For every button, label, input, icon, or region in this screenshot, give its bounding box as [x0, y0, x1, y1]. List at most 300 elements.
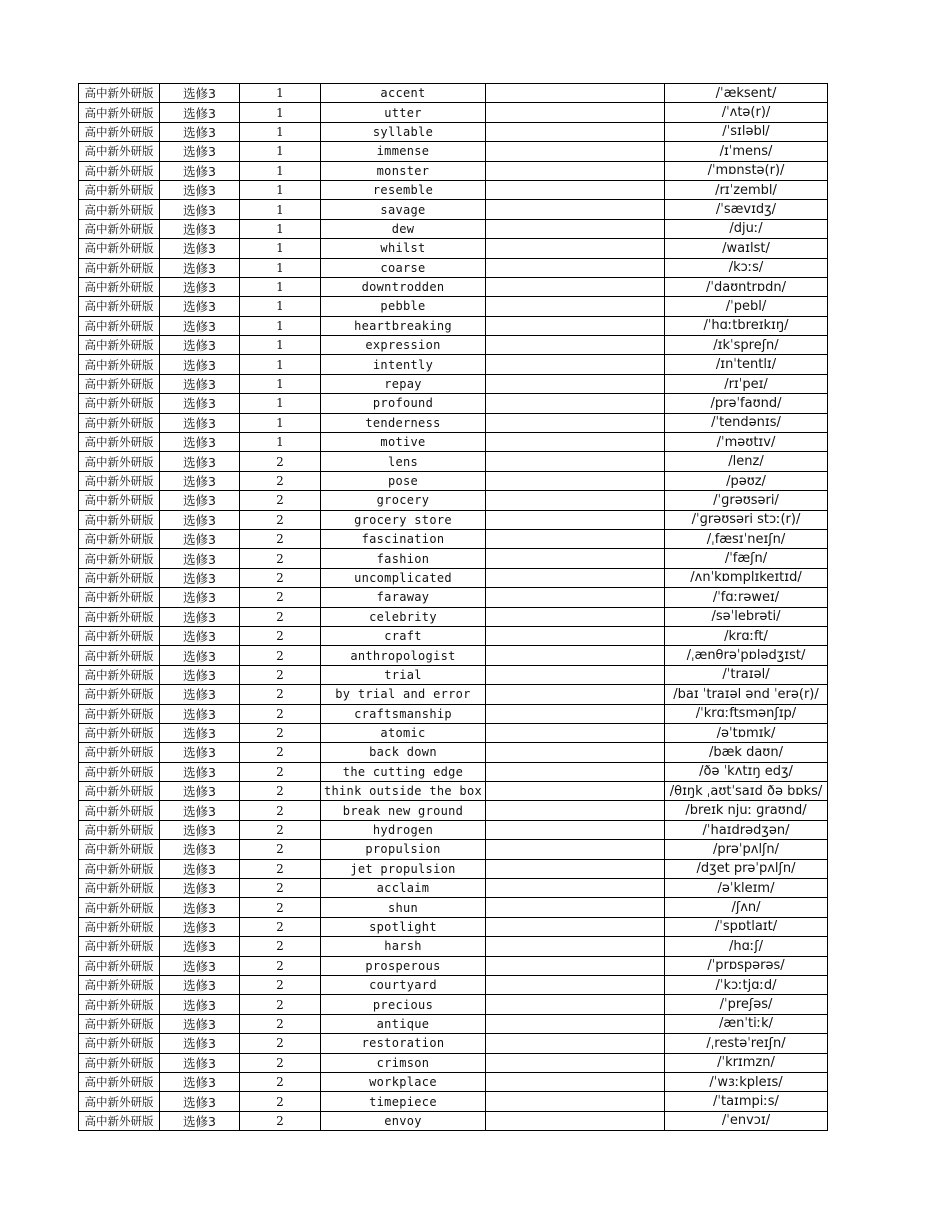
phonetic-cell: /ˈʌtə(r)/: [665, 103, 828, 122]
volume-cell: 选修3: [160, 297, 240, 316]
empty-cell: [486, 801, 665, 820]
unit-cell: 2: [240, 1014, 321, 1033]
word-cell: break new ground: [321, 801, 486, 820]
table-row: [79, 1034, 828, 1053]
textbook-cell: 高中新外研版: [79, 433, 160, 452]
textbook-cell: 高中新外研版: [79, 529, 160, 548]
volume-cell: 选修3: [160, 510, 240, 529]
phonetic-cell: /ˈɡrəʊsəri/: [665, 491, 828, 510]
volume-cell: 选修3: [160, 626, 240, 645]
unit-cell: 2: [240, 859, 321, 878]
phonetic-cell: /ɪnˈtentlɪ/: [665, 355, 828, 374]
empty-cell: [486, 626, 665, 645]
volume-cell: 选修3: [160, 549, 240, 568]
word-cell: atomic: [321, 723, 486, 742]
phonetic-cell: /djuː/: [665, 219, 828, 238]
word-cell: fashion: [321, 549, 486, 568]
table-row: [79, 433, 828, 452]
unit-cell: 1: [240, 374, 321, 393]
empty-cell: [486, 607, 665, 626]
word-cell: uncomplicated: [321, 568, 486, 587]
phonetic-cell: /ˈməʊtɪv/: [665, 433, 828, 452]
textbook-cell: 高中新外研版: [79, 374, 160, 393]
table-row: [79, 1014, 828, 1033]
volume-cell: 选修3: [160, 607, 240, 626]
word-cell: envoy: [321, 1111, 486, 1130]
textbook-cell: 高中新外研版: [79, 1111, 160, 1130]
unit-cell: 1: [240, 258, 321, 277]
volume-cell: 选修3: [160, 1092, 240, 1111]
volume-cell: 选修3: [160, 336, 240, 355]
phonetic-cell: /pəʊz/: [665, 471, 828, 490]
empty-cell: [486, 491, 665, 510]
phonetic-cell: /breɪk njuː ɡraʊnd/: [665, 801, 828, 820]
phonetic-cell: /bæk daʊn/: [665, 743, 828, 762]
empty-cell: [486, 374, 665, 393]
table-row: [79, 782, 828, 801]
textbook-cell: 高中新外研版: [79, 685, 160, 704]
word-cell: utter: [321, 103, 486, 122]
empty-cell: [486, 568, 665, 587]
unit-cell: 1: [240, 433, 321, 452]
empty-cell: [486, 1034, 665, 1053]
empty-cell: [486, 917, 665, 936]
empty-cell: [486, 239, 665, 258]
empty-cell: [486, 510, 665, 529]
unit-cell: 2: [240, 820, 321, 839]
volume-cell: 选修3: [160, 142, 240, 161]
unit-cell: 1: [240, 161, 321, 180]
textbook-cell: 高中新外研版: [79, 142, 160, 161]
textbook-cell: 高中新外研版: [79, 723, 160, 742]
unit-cell: 2: [240, 510, 321, 529]
table-row: [79, 394, 828, 413]
volume-cell: 选修3: [160, 704, 240, 723]
textbook-cell: 高中新外研版: [79, 103, 160, 122]
phonetic-cell: /ˈɡrəʊsəri stɔː(r)/: [665, 510, 828, 529]
table-row: [79, 452, 828, 471]
table-row: [79, 607, 828, 626]
unit-cell: 2: [240, 529, 321, 548]
word-cell: craftsmanship: [321, 704, 486, 723]
phonetic-cell: /ˈdaʊntrɒdn/: [665, 277, 828, 296]
unit-cell: 2: [240, 646, 321, 665]
unit-cell: 2: [240, 1053, 321, 1072]
word-cell: spotlight: [321, 917, 486, 936]
unit-cell: 1: [240, 219, 321, 238]
table-row: [79, 743, 828, 762]
empty-cell: [486, 956, 665, 975]
empty-cell: [486, 103, 665, 122]
table-row: [79, 588, 828, 607]
phonetic-cell: /kɔːs/: [665, 258, 828, 277]
textbook-cell: 高中新外研版: [79, 1034, 160, 1053]
volume-cell: 选修3: [160, 180, 240, 199]
textbook-cell: 高中新外研版: [79, 510, 160, 529]
table-row: [79, 626, 828, 645]
table-row: [79, 316, 828, 335]
phonetic-cell: /prəˈfaʊnd/: [665, 394, 828, 413]
volume-cell: 选修3: [160, 529, 240, 548]
unit-cell: 2: [240, 685, 321, 704]
phonetic-cell: /baɪ ˈtraɪəl ənd ˈerə(r)/: [665, 685, 828, 704]
empty-cell: [486, 433, 665, 452]
table-row: [79, 549, 828, 568]
empty-cell: [486, 219, 665, 238]
textbook-cell: 高中新外研版: [79, 258, 160, 277]
word-cell: the cutting edge: [321, 762, 486, 781]
volume-cell: 选修3: [160, 491, 240, 510]
unit-cell: 2: [240, 762, 321, 781]
empty-cell: [486, 316, 665, 335]
phonetic-cell: /ˈfɑːrəweɪ/: [665, 588, 828, 607]
table-row: [79, 277, 828, 296]
unit-cell: 1: [240, 200, 321, 219]
volume-cell: 选修3: [160, 200, 240, 219]
volume-cell: 选修3: [160, 723, 240, 742]
textbook-cell: 高中新外研版: [79, 491, 160, 510]
word-cell: heartbreaking: [321, 316, 486, 335]
empty-cell: [486, 743, 665, 762]
table-row: [79, 258, 828, 277]
textbook-cell: 高中新外研版: [79, 568, 160, 587]
phonetic-cell: /ænˈtiːk/: [665, 1014, 828, 1033]
table-row: [79, 142, 828, 161]
word-cell: grocery store: [321, 510, 486, 529]
table-row: [79, 723, 828, 742]
empty-cell: [486, 1072, 665, 1091]
table-row: [79, 355, 828, 374]
textbook-cell: 高中新外研版: [79, 452, 160, 471]
empty-cell: [486, 277, 665, 296]
word-cell: antique: [321, 1014, 486, 1033]
textbook-cell: 高中新外研版: [79, 626, 160, 645]
phonetic-cell: /prəˈpʌlʃn/: [665, 840, 828, 859]
volume-cell: 选修3: [160, 762, 240, 781]
unit-cell: 1: [240, 413, 321, 432]
unit-cell: 2: [240, 665, 321, 684]
word-cell: savage: [321, 200, 486, 219]
phonetic-cell: /rɪˈpeɪ/: [665, 374, 828, 393]
volume-cell: 选修3: [160, 917, 240, 936]
table-row: [79, 122, 828, 141]
table-row: [79, 491, 828, 510]
word-cell: celebrity: [321, 607, 486, 626]
word-cell: immense: [321, 142, 486, 161]
table-row: [79, 646, 828, 665]
textbook-cell: 高中新外研版: [79, 956, 160, 975]
volume-cell: 选修3: [160, 937, 240, 956]
textbook-cell: 高中新外研版: [79, 161, 160, 180]
table-row: [79, 336, 828, 355]
table-row: [79, 665, 828, 684]
unit-cell: 2: [240, 607, 321, 626]
word-cell: tenderness: [321, 413, 486, 432]
table-row: [79, 1072, 828, 1091]
unit-cell: 1: [240, 277, 321, 296]
phonetic-cell: /ʌnˈkɒmplɪkeɪtɪd/: [665, 568, 828, 587]
phonetic-cell: /ˈmɒnstə(r)/: [665, 161, 828, 180]
volume-cell: 选修3: [160, 975, 240, 994]
textbook-cell: 高中新外研版: [79, 1072, 160, 1091]
table-row: [79, 762, 828, 781]
unit-cell: 2: [240, 626, 321, 645]
phonetic-cell: /lenz/: [665, 452, 828, 471]
word-cell: syllable: [321, 122, 486, 141]
textbook-cell: 高中新外研版: [79, 1014, 160, 1033]
empty-cell: [486, 588, 665, 607]
unit-cell: 2: [240, 1111, 321, 1130]
textbook-cell: 高中新外研版: [79, 995, 160, 1014]
volume-cell: 选修3: [160, 568, 240, 587]
phonetic-cell: /ˌrestəˈreɪʃn/: [665, 1034, 828, 1053]
volume-cell: 选修3: [160, 103, 240, 122]
word-cell: precious: [321, 995, 486, 1014]
table-row: [79, 471, 828, 490]
word-cell: downtrodden: [321, 277, 486, 296]
table-row: [79, 879, 828, 898]
word-cell: acclaim: [321, 879, 486, 898]
unit-cell: 2: [240, 801, 321, 820]
empty-cell: [486, 258, 665, 277]
empty-cell: [486, 161, 665, 180]
textbook-cell: 高中新外研版: [79, 297, 160, 316]
phonetic-cell: /ʃʌn/: [665, 898, 828, 917]
empty-cell: [486, 859, 665, 878]
table-row: [79, 239, 828, 258]
empty-cell: [486, 529, 665, 548]
textbook-cell: 高中新外研版: [79, 200, 160, 219]
word-cell: coarse: [321, 258, 486, 277]
textbook-cell: 高中新外研版: [79, 743, 160, 762]
table-row: [79, 975, 828, 994]
table-row: [79, 84, 828, 103]
word-cell: profound: [321, 394, 486, 413]
textbook-cell: 高中新外研版: [79, 180, 160, 199]
empty-cell: [486, 704, 665, 723]
textbook-cell: 高中新外研版: [79, 471, 160, 490]
unit-cell: 1: [240, 122, 321, 141]
volume-cell: 选修3: [160, 665, 240, 684]
phonetic-cell: /ˈfæʃn/: [665, 549, 828, 568]
phonetic-cell: /dʒet prəˈpʌlʃn/: [665, 859, 828, 878]
volume-cell: 选修3: [160, 1072, 240, 1091]
unit-cell: 1: [240, 316, 321, 335]
volume-cell: 选修3: [160, 685, 240, 704]
volume-cell: 选修3: [160, 277, 240, 296]
phonetic-cell: /ˈtendənɪs/: [665, 413, 828, 432]
empty-cell: [486, 665, 665, 684]
table-row: [79, 685, 828, 704]
empty-cell: [486, 297, 665, 316]
table-row: [79, 801, 828, 820]
unit-cell: 2: [240, 549, 321, 568]
table-row: [79, 898, 828, 917]
empty-cell: [486, 975, 665, 994]
word-cell: craft: [321, 626, 486, 645]
textbook-cell: 高中新外研版: [79, 316, 160, 335]
table-row: [79, 840, 828, 859]
volume-cell: 选修3: [160, 355, 240, 374]
phonetic-cell: /ˈæksent/: [665, 84, 828, 103]
unit-cell: 2: [240, 937, 321, 956]
table-row: [79, 1053, 828, 1072]
table-row: [79, 859, 828, 878]
word-cell: pebble: [321, 297, 486, 316]
phonetic-cell: /ɪˈmens/: [665, 142, 828, 161]
phonetic-cell: /ˈenvɔɪ/: [665, 1111, 828, 1130]
unit-cell: 2: [240, 975, 321, 994]
volume-cell: 选修3: [160, 122, 240, 141]
phonetic-cell: /əˈkleɪm/: [665, 879, 828, 898]
textbook-cell: 高中新外研版: [79, 975, 160, 994]
volume-cell: 选修3: [160, 859, 240, 878]
textbook-cell: 高中新外研版: [79, 84, 160, 103]
textbook-cell: 高中新外研版: [79, 336, 160, 355]
textbook-cell: 高中新外研版: [79, 122, 160, 141]
word-cell: resemble: [321, 180, 486, 199]
word-cell: fascination: [321, 529, 486, 548]
volume-cell: 选修3: [160, 801, 240, 820]
phonetic-cell: /ˈprɒspərəs/: [665, 956, 828, 975]
word-cell: shun: [321, 898, 486, 917]
unit-cell: 2: [240, 956, 321, 975]
unit-cell: 1: [240, 336, 321, 355]
unit-cell: 2: [240, 723, 321, 742]
textbook-cell: 高中新外研版: [79, 665, 160, 684]
empty-cell: [486, 1014, 665, 1033]
unit-cell: 2: [240, 743, 321, 762]
textbook-cell: 高中新外研版: [79, 762, 160, 781]
textbook-cell: 高中新外研版: [79, 801, 160, 820]
volume-cell: 选修3: [160, 413, 240, 432]
vocabulary-table-body: [79, 84, 828, 1131]
phonetic-cell: /waɪlst/: [665, 239, 828, 258]
volume-cell: 选修3: [160, 840, 240, 859]
word-cell: expression: [321, 336, 486, 355]
word-cell: think outside the box: [321, 782, 486, 801]
table-row: [79, 297, 828, 316]
volume-cell: 选修3: [160, 588, 240, 607]
volume-cell: 选修3: [160, 452, 240, 471]
word-cell: timepiece: [321, 1092, 486, 1111]
empty-cell: [486, 646, 665, 665]
empty-cell: [486, 122, 665, 141]
phonetic-cell: /ˈkrɑːftsmənʃɪp/: [665, 704, 828, 723]
unit-cell: 2: [240, 782, 321, 801]
volume-cell: 选修3: [160, 743, 240, 762]
textbook-cell: 高中新外研版: [79, 219, 160, 238]
word-cell: back down: [321, 743, 486, 762]
textbook-cell: 高中新外研版: [79, 879, 160, 898]
empty-cell: [486, 1053, 665, 1072]
unit-cell: 2: [240, 1092, 321, 1111]
table-row: [79, 1111, 828, 1130]
phonetic-cell: /ˌfæsɪˈneɪʃn/: [665, 529, 828, 548]
volume-cell: 选修3: [160, 1111, 240, 1130]
unit-cell: 2: [240, 588, 321, 607]
unit-cell: 2: [240, 471, 321, 490]
textbook-cell: 高中新外研版: [79, 239, 160, 258]
vocabulary-table: [78, 83, 828, 1131]
phonetic-cell: /ˈtaɪmpiːs/: [665, 1092, 828, 1111]
phonetic-cell: /rɪˈzembl/: [665, 180, 828, 199]
textbook-cell: 高中新外研版: [79, 917, 160, 936]
phonetic-cell: /ðə ˈkʌtɪŋ edʒ/: [665, 762, 828, 781]
unit-cell: 1: [240, 180, 321, 199]
volume-cell: 选修3: [160, 316, 240, 335]
unit-cell: 2: [240, 917, 321, 936]
word-cell: prosperous: [321, 956, 486, 975]
phonetic-cell: /əˈtɒmɪk/: [665, 723, 828, 742]
phonetic-cell: /ˈkɔːtjɑːd/: [665, 975, 828, 994]
volume-cell: 选修3: [160, 1014, 240, 1033]
phonetic-cell: /ˈhaɪdrədʒən/: [665, 820, 828, 839]
empty-cell: [486, 471, 665, 490]
table-row: [79, 529, 828, 548]
unit-cell: 1: [240, 103, 321, 122]
empty-cell: [486, 452, 665, 471]
word-cell: pose: [321, 471, 486, 490]
table-row: [79, 568, 828, 587]
volume-cell: 选修3: [160, 471, 240, 490]
phonetic-cell: /hɑːʃ/: [665, 937, 828, 956]
table-row: [79, 704, 828, 723]
word-cell: monster: [321, 161, 486, 180]
unit-cell: 2: [240, 1034, 321, 1053]
table-row: [79, 200, 828, 219]
textbook-cell: 高中新外研版: [79, 1092, 160, 1111]
word-cell: dew: [321, 219, 486, 238]
word-cell: lens: [321, 452, 486, 471]
textbook-cell: 高中新外研版: [79, 704, 160, 723]
empty-cell: [486, 355, 665, 374]
table-row: [79, 917, 828, 936]
word-cell: courtyard: [321, 975, 486, 994]
word-cell: restoration: [321, 1034, 486, 1053]
empty-cell: [486, 413, 665, 432]
textbook-cell: 高中新外研版: [79, 646, 160, 665]
unit-cell: 2: [240, 568, 321, 587]
empty-cell: [486, 782, 665, 801]
empty-cell: [486, 937, 665, 956]
empty-cell: [486, 549, 665, 568]
phonetic-cell: /ˈtraɪəl/: [665, 665, 828, 684]
volume-cell: 选修3: [160, 239, 240, 258]
textbook-cell: 高中新外研版: [79, 394, 160, 413]
textbook-cell: 高中新外研版: [79, 840, 160, 859]
textbook-cell: 高中新外研版: [79, 413, 160, 432]
table-row: [79, 820, 828, 839]
volume-cell: 选修3: [160, 258, 240, 277]
phonetic-cell: /ˈspɒtlaɪt/: [665, 917, 828, 936]
textbook-cell: 高中新外研版: [79, 782, 160, 801]
volume-cell: 选修3: [160, 161, 240, 180]
textbook-cell: 高中新外研版: [79, 607, 160, 626]
empty-cell: [486, 200, 665, 219]
table-row: [79, 161, 828, 180]
volume-cell: 选修3: [160, 898, 240, 917]
phonetic-cell: /səˈlebrəti/: [665, 607, 828, 626]
table-row: [79, 1092, 828, 1111]
phonetic-cell: /ˈpreʃəs/: [665, 995, 828, 1014]
volume-cell: 选修3: [160, 433, 240, 452]
table-row: [79, 180, 828, 199]
textbook-cell: 高中新外研版: [79, 355, 160, 374]
table-row: [79, 995, 828, 1014]
textbook-cell: 高中新外研版: [79, 937, 160, 956]
phonetic-cell: /ˈpebl/: [665, 297, 828, 316]
